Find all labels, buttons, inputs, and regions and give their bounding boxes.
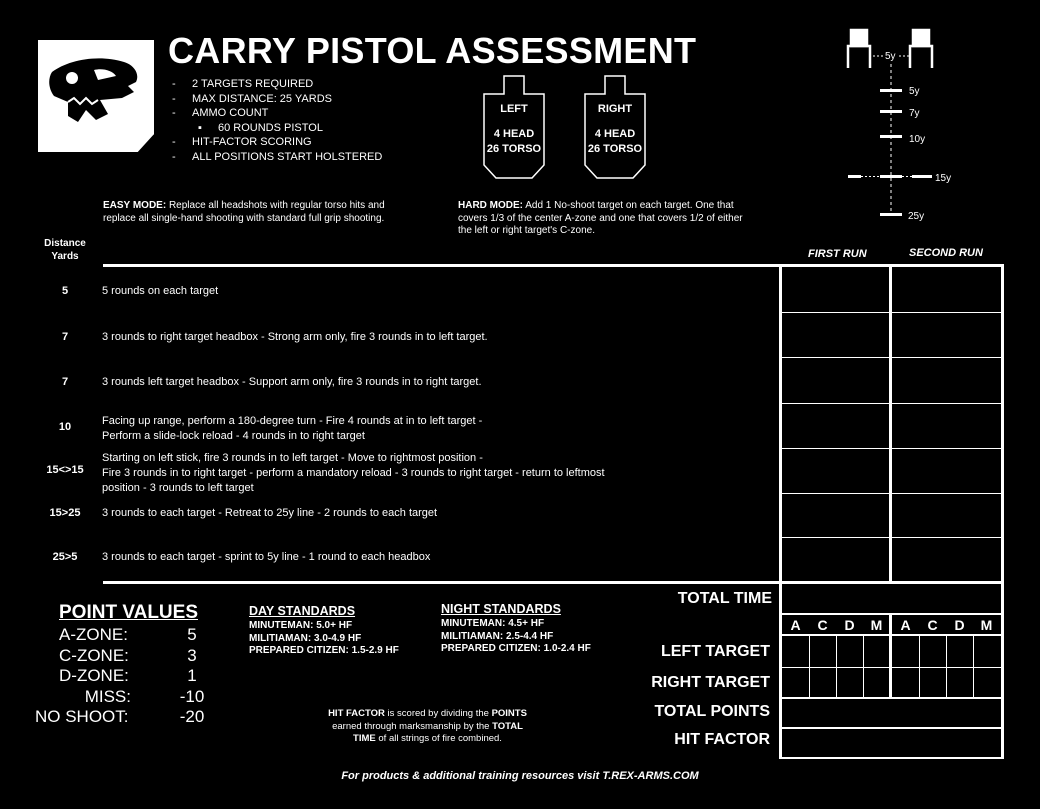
range-diagram — [840, 26, 960, 226]
stage-distance: 10 — [58, 421, 72, 433]
requirement-item: - MAX DISTANCE: 25 YARDS — [172, 92, 382, 107]
stage-distance: 15>25 — [49, 507, 81, 519]
left-target-label: LEFT TARGET — [660, 643, 770, 660]
target-name: RIGHT — [597, 103, 633, 115]
zone-header: D — [844, 617, 855, 633]
target-count: 4 HEAD 26 TORSO — [486, 128, 542, 155]
stage-description: Starting on left stick, fire 3 rounds in to left target - Move to rightmost position - Fire 3 rounds in to right target - perform a mandatory reload - 3 rounds to right target - return to leftmost position - 3 rounds to left target — [102, 452, 605, 494]
night-standards-list: MINUTEMAN: 4.5+ HF MILITIAMAN: 2.5-4.4 HF PREPARED CITIZEN: 1.0-2.4 HF — [441, 618, 591, 654]
point-values-title: POINT VALUES — [59, 602, 198, 623]
target-stand-icon — [848, 30, 932, 68]
hit-factor-label: HIT FACTOR — [674, 731, 770, 748]
score-summary-grid[interactable] — [782, 584, 1001, 759]
first-run-header: FIRST RUN — [808, 248, 867, 260]
range-mark-label: 25y — [908, 211, 925, 222]
requirement-subitem: ▪ 60 ROUNDS PISTOL — [172, 121, 382, 136]
zone-header: C — [927, 617, 938, 633]
distance-header: Distance Yards — [44, 238, 86, 262]
stage-description: 5 rounds on each target — [102, 285, 219, 297]
hard-mode-note: HARD MODE: Add 1 No-shoot target on each target. One that covers 1/3 of the center A-zone and one that covers 1/2 of either the left or right target's C-zone. — [458, 200, 743, 236]
requirement-item: - ALL POSITIONS START HOLSTERED — [172, 150, 382, 165]
zone-header: D — [954, 617, 965, 633]
range-mark-label: 15y — [935, 173, 952, 184]
stage-description: Facing up range, perform a 180-degree turn - Fire 4 rounds at in to left target - Perform a slide-lock reload - 4 rounds in to right target — [102, 415, 483, 442]
stage-description: 3 rounds to each target - Retreat to 25y line - 2 rounds to each target — [102, 507, 438, 519]
requirements-list — [172, 77, 382, 165]
stage-description: 3 rounds to each target - sprint to 5y line - 1 round to each headbox — [102, 551, 431, 563]
day-standards-title: DAY STANDARDS — [249, 604, 356, 618]
right-target-diagram — [583, 75, 647, 179]
easy-mode-note: EASY MODE: Replace all headshots with regular torso hits and replace all single-hand shooting with standard full grip shooting. — [103, 200, 385, 224]
footer-text: For products & additional training resources visit T.REX-ARMS.COM — [341, 770, 699, 782]
range-mark-label: 10y — [909, 134, 926, 145]
day-standards-list: MINUTEMAN: 5.0+ HF MILITIAMAN: 3.0-4.9 HF PREPARED CITIZEN: 1.5-2.9 HF — [249, 620, 399, 656]
stage-distance: 7 — [61, 376, 69, 388]
run-score-grid[interactable] — [782, 267, 1001, 581]
stage-distance: 5 — [61, 285, 69, 297]
zone-header: C — [817, 617, 828, 633]
range-mark-label: 5y — [909, 86, 920, 97]
total-points-label: TOTAL POINTS — [654, 703, 770, 720]
range-top-label: 5y — [885, 51, 896, 62]
requirement-item: - HIT-FACTOR SCORING — [172, 135, 382, 150]
trex-skull-icon — [38, 40, 154, 152]
requirement-item: - AMMO COUNT — [172, 106, 382, 121]
stage-description: 3 rounds to right target headbox - Strong arm only, fire 3 rounds in to left target. — [102, 331, 488, 343]
zone-header: M — [980, 617, 993, 633]
total-time-label: TOTAL TIME — [677, 590, 772, 607]
requirement-item: - 2 TARGETS REQUIRED — [172, 77, 382, 92]
zone-header: A — [900, 617, 911, 633]
target-name: LEFT — [500, 103, 528, 115]
left-target-diagram — [482, 75, 546, 179]
stage-description: 3 rounds left target headbox - Support arm only, fire 3 rounds in to right target. — [102, 376, 482, 388]
stage-distance: 25>5 — [52, 551, 78, 563]
page-title: CARRY PISTOL ASSESSMENT — [168, 30, 697, 71]
range-mark-label: 7y — [909, 108, 920, 119]
point-values-list: A-ZONE: 5 C-ZONE: 3 D-ZONE: 1 MISS: -10 NO SHOOT: -20 — [35, 625, 205, 726]
target-count: 4 HEAD 26 TORSO — [587, 128, 643, 155]
logo-badge — [38, 40, 154, 152]
zone-header: M — [870, 617, 883, 633]
second-run-header: SECOND RUN — [909, 247, 983, 259]
hit-factor-note: HIT FACTOR is scored by dividing the POINTS earned through marksmanship by the TOTAL TIME of all strings of fire combined. — [328, 708, 527, 744]
zone-header: A — [790, 617, 801, 633]
night-standards-title: NIGHT STANDARDS — [441, 602, 561, 616]
table-divider — [1001, 264, 1004, 759]
stage-distance: 15<>15 — [46, 464, 84, 476]
stage-distance: 7 — [61, 331, 69, 343]
right-target-label: RIGHT TARGET — [651, 674, 770, 691]
